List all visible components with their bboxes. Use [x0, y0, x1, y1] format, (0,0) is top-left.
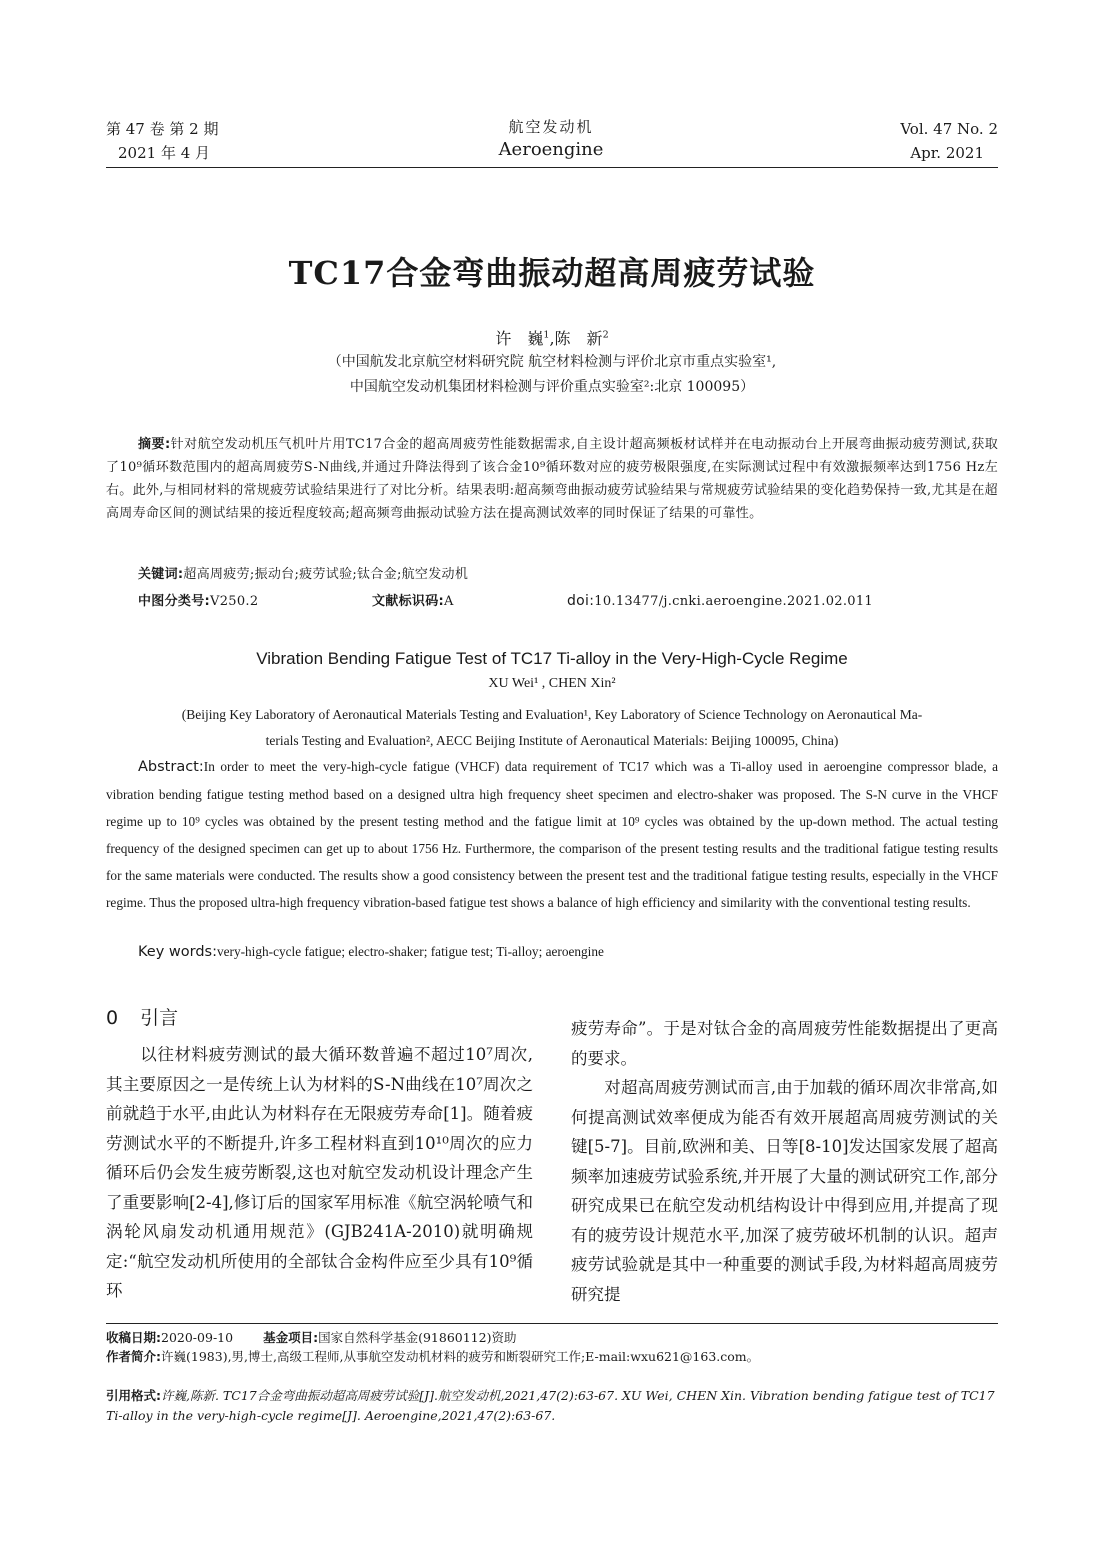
clc-value: V250.2	[210, 594, 259, 609]
author-bio-value: 许巍(1983),男,博士,高级工程师,从事航空发动机材料的疲劳和断裂研究工作;E-mail:wxu621@163.com。	[161, 1349, 760, 1364]
header-rule	[106, 167, 998, 168]
header-left	[106, 120, 306, 162]
volume-issue: 第 47 卷 第 2 期	[106, 120, 219, 138]
author-2-sup: 2	[602, 329, 609, 341]
citation-text: 许巍,陈新. TC17合金弯曲振动超高周疲劳试验[J].航空发动机,2021,47(2):63-67. XU Wei, CHEN Xin. Vibration bending fatigue test of TC17 Ti-alloy in the very-high-cycle regime[J]. Aeroengine,2021,47(2):63-67.	[106, 1388, 995, 1423]
abstract-cn	[106, 433, 998, 525]
doc-value: A	[444, 594, 454, 609]
publish-date: 2021 年 4 月	[118, 144, 211, 162]
keywords-cn-text: 超高周疲劳;振动台;疲劳试验;钛合金;航空发动机	[183, 567, 469, 582]
doi	[567, 590, 873, 613]
page-title: TC17合金弯曲振动超高周疲劳试验	[288, 254, 816, 292]
footnote-rule	[106, 1323, 998, 1324]
right-column	[571, 1014, 998, 1309]
affiliation-line-2: 中国航空发动机集团材料检测与评价重点实验室²:北京 100095）	[349, 379, 755, 395]
author-2: 陈 新	[554, 329, 603, 348]
abstract-cn-text: 针对航空发动机压气机叶片用TC17合金的超高周疲劳性能数据需求,自主设计超高频板材试样并在电动振动台上开展弯曲振动疲劳测试,获取了10⁹循环数范围内的超高周疲劳S-N曲线,并通过升降法得到了该合金10⁹循环数对应的疲劳极限强度,在实际测试过程中有效激振频率达到1756 Hz左右。此外,与相同材料的常规疲劳试验结果进行了对比分析。结果表明:超高频弯曲振动疲劳试验结果与常规疲劳试验结果的变化趋势保持一致,尤其是在超高周寿命区间的测试结果的接近程度较高;超高频弯曲振动试验方法在提高测试效率的同时保证了结果的可靠性。	[106, 437, 999, 521]
date-en: Apr. 2021	[910, 144, 984, 162]
section-title: 引言	[140, 1007, 179, 1029]
keywords-en	[138, 938, 998, 966]
volume-no-en: Vol. 47 No. 2	[900, 120, 998, 138]
affiliation-line-1: （中国航发北京航空材料研究院 航空材料检测与评价北京市重点实验室¹,	[327, 354, 777, 370]
header-center	[401, 118, 701, 159]
abstract-cn-label: 摘要:	[138, 437, 171, 452]
header-right	[798, 120, 998, 162]
footnotes	[106, 1328, 998, 1366]
doc-label: 文献标识码:	[372, 594, 444, 609]
keywords-cn-label: 关键词:	[138, 567, 184, 582]
author-bio	[106, 1347, 998, 1366]
journal-name-cn: 航空发动机	[508, 118, 594, 136]
received-label: 收稿日期:	[106, 1330, 161, 1345]
author-sep: ,	[549, 329, 555, 348]
journal-name-en: Aeroengine	[498, 139, 604, 160]
author-bio-label: 作者简介:	[106, 1349, 161, 1364]
keywords-en-text: very-high-cycle fatigue; electro-shaker; fatigue test; Ti-alloy; aeroengine	[216, 944, 604, 959]
received-and-fund	[106, 1328, 998, 1347]
abstract-en-text: In order to meet the very-high-cycle fatigue (VHCF) data requirement of TC17 which was a Ti-alloy used in aeroengine compressor blade, a vibration bending fatigue testing method based on a designed ultra high frequency sheet specimen and electro-shaker was proposed. The S-N curve in the VHCF regime up to 10⁹ cycles was obtained by the present testing method and the fatigue limit at 10⁹ cycles was obtained by the up-down method. The actual testing frequency of the designed specimen can get up to about 1756 Hz. Furthermore, the comparison of the present testing results and the traditional fatigue testing results for the same materials were conducted. The results show a good consistency between the present test and the traditional fatigue testing results, especially in the VHCF regime. Thus the proposed ultra-high frequency vibration-based fatigue test shows a balance of high efficiency and similarity with the conventional testing results.	[106, 759, 998, 910]
en-affiliation	[106, 702, 998, 754]
keywords-en-label: Key words:	[138, 944, 217, 960]
author-1-sup: 1	[543, 329, 550, 341]
en-affiliation-line-2: terials Testing and Evaluation², AECC Beijing Institute of Aeronautical Materials: Beijing 100095, China)	[265, 733, 839, 748]
doi-label: doi:	[567, 593, 595, 609]
author-1: 许 巍	[495, 329, 544, 348]
section-heading	[106, 1003, 178, 1030]
en-affiliation-line-1: (Beijing Key Laboratory of Aeronautical Materials Testing and Evaluation¹, Key Laboratory of Science Technology on Aeronautical Ma-	[181, 707, 923, 722]
doi-value: 10.13477/j.cnki.aeroengine.2021.02.011	[594, 594, 873, 609]
en-title: Vibration Bending Fatigue Test of TC17 Ti-alloy in the Very-High-Cycle Regime	[256, 649, 848, 668]
authors	[106, 326, 998, 349]
paragraph: 疲劳寿命”。于是对钛合金的高周疲劳性能数据提出了更高的要求。	[571, 1019, 998, 1068]
abstract-en	[106, 753, 998, 916]
clc-label: 中图分类号:	[138, 594, 210, 609]
citation-label: 引用格式:	[106, 1388, 161, 1403]
abstract-en-label: Abstract:	[138, 759, 204, 775]
paragraph: 以往材料疲劳测试的最大循环数普遍不超过10⁷周次,其主要原因之一是传统上认为材料的S-N曲线在10⁷周次之前就趋于水平,由此认为材料存在无限疲劳寿命[1]。随着疲劳测试水平的不断提升,许多工程材料直到10¹⁰周次的应力循环后仍会发生疲劳断裂,这也对航空发动机设计理念产生了重要影响[2-4],修订后的国家军用标准《航空涡轮喷气和涡轮风扇发动机通用规范》(GJB241A-2010)就明确规定:“航空发动机所使用的全部钛合金构件应至少具有10⁹循环	[106, 1045, 533, 1300]
citation-block	[106, 1386, 998, 1426]
paragraph: 对超高周疲劳测试而言,由于加载的循环周次非常高,如何提高测试效率便成为能否有效开展超高周疲劳测试的关键[5-7]。目前,欧洲和美、日等[8-10]发达国家发展了超高频率加速疲劳试验系统,并开展了大量的测试研究工作,部分研究成果已在航空发动机结构设计中得到应用,并提高了现有的疲劳设计规范水平,加深了疲劳破坏机制的认识。超声疲劳试验就是其中一种重要的测试手段,为材料超高周疲劳研究提	[571, 1078, 998, 1304]
keywords-cn	[138, 563, 998, 586]
section-number: 0	[106, 1007, 119, 1029]
doc-code	[372, 590, 454, 613]
affiliation	[106, 350, 998, 400]
received-value: 2020-09-10	[161, 1330, 234, 1345]
fund-value: 国家自然科学基金(91860112)资助	[318, 1330, 517, 1345]
left-column	[106, 1040, 533, 1306]
fund-label: 基金项目:	[263, 1330, 319, 1345]
en-authors: XU Wei¹ , CHEN Xin²	[488, 676, 616, 691]
